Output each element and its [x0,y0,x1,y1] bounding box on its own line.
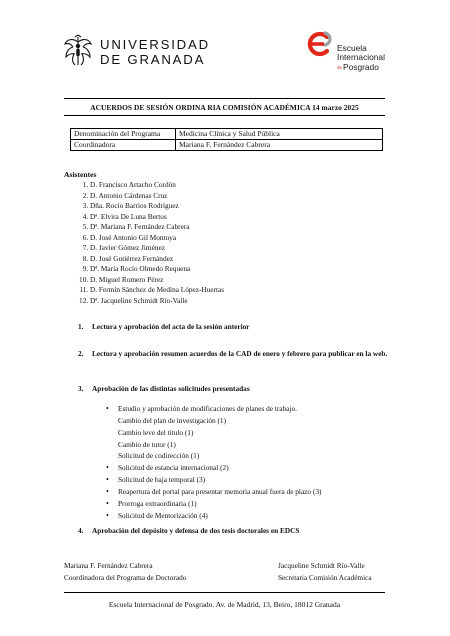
list-item: 9. Dª. María Rocío Olmedo Requena [90,264,224,275]
list-item: • Solicitud de Mentorización (4) [118,510,321,522]
signature-name: Mariana F. Fernández Cabrera [64,561,153,570]
agenda-item-2: 2. Lectura y aprobación resumen acuerdos de la CAD de enero y febrero para publicar en la web. [78,349,388,358]
list-item: 7. D. Javier Gómez Jiménez [90,243,224,254]
list-item: 1. D. Francisco Artacho Cordón [90,180,224,191]
agenda-item-3: 3. Aprobación de las distintas solicitudes presentadas [78,384,250,393]
footer-address: Escuela Internacional de Posgrado. Av. de Madrid, 13, Beiro, 18012 Granada [108,600,341,609]
list-item: 11. D. Fermín Sánchez de Medina López-Huertas [90,285,224,296]
coordinator-value: Mariana F. Fernández Cabrera [176,140,383,151]
attendees-heading: Asistentes [64,170,97,179]
list-item: 6. D. José Antonio Gil Montoya [90,233,224,244]
signature-secretary [278,560,372,583]
list-item: 3. Dña. Rocío Barrios Rodríguez [90,201,224,212]
agenda-subitems [106,403,321,521]
eip-mark-icon [305,29,335,59]
list-item: 4. Dª. Elvira De Luna Bertos [90,212,224,223]
document-title: ACUERDOS DE SESIÓN ORDINA RIA COMISIÓN ACADÉMICA 14 marzo 2025 [90,103,359,112]
title-rule-bottom [64,115,385,116]
program-value: Medicina Clínica y Salud Pública [176,129,383,140]
list-item: • Reapertura del portal para presentar memoria anual fuera de plazo (3) [118,486,321,498]
signature-name: Jacqueline Schmidt Río-Valle [278,561,365,570]
list-item: Cambio leve del título (1) [118,427,194,437]
coordinator-label: Coordinadora [71,140,176,151]
program-info-table [70,128,383,151]
attendees-list [64,180,224,306]
list-item: 8. D. José Gutiérrez Fernández [90,254,224,265]
title-rule-top [64,98,385,99]
list-item: 2. D. Antonio Cárdenas Cruz [90,191,224,202]
list-item: 10. D. Miguel Romero Pérez [90,275,224,286]
eip-wordmark: Escuela Internacional dePosgrado [337,43,385,72]
ugr-wordmark: UNIVERSIDAD DE GRANADA [100,37,210,67]
list-item: 12. Dª. Jacqueline Schmidt Río-Valle [90,296,224,307]
signature-role: Coordinadora del Programa de Doctorado [64,572,187,582]
signature-coordinator [64,560,186,583]
signature-role: Secretaria Comisión Académica [278,572,372,582]
ugr-logo [62,34,212,70]
agenda-item-4: 4. Aprobación del depósito y defensa de dos tesis doctorales en EDCS [78,526,300,535]
list-item: Cambio del plan de investigación (1) [118,415,227,425]
ugr-crest-icon [62,34,94,68]
list-item: • Estudio y aprobación de modificaciones de planes de trabajo. [118,403,321,415]
table-row [71,129,383,140]
list-item: • Solicitud de estancia internacional (2) [118,462,321,474]
list-item: Cambio de tutor (1) [118,439,176,449]
list-item: • Prorroga extraordinaria (1) [118,498,321,510]
program-label: Denominación del Programa [71,129,176,140]
table-row [71,140,383,151]
list-item: 5. Dª. Mariana F. Fernández Cabrera [90,222,224,233]
list-item: Solicitud de codirección (1) [118,451,200,461]
agenda-item-1: 1. Lectura y aprobación del acta de la sesión anterior [78,322,250,331]
list-item: • Solicitud de baja temporal (3) [118,474,321,486]
footer-rule [64,592,385,593]
eip-logo [305,28,415,78]
